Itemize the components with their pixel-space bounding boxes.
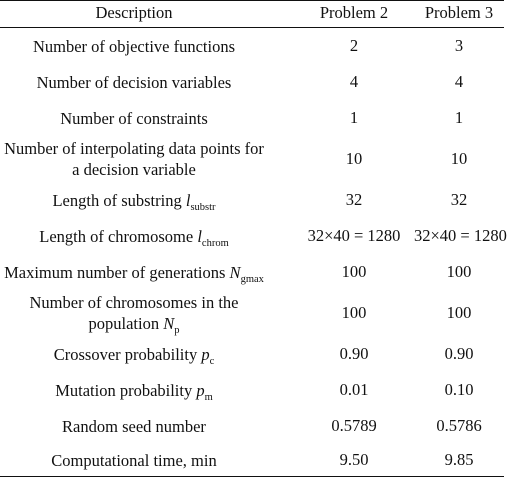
row-description-text: Number of interpolating data points for (4, 139, 264, 158)
row-description (0, 218, 294, 254)
row-description (0, 444, 294, 477)
row-symbol-subscript: substr (190, 201, 216, 213)
row-symbol: p (196, 380, 205, 400)
header-problem-3: Problem 3 (414, 1, 504, 28)
row-description-text: Length of substring (52, 190, 182, 210)
row-description-line (0, 450, 294, 471)
row-value-problem-3: 9.85 (414, 444, 504, 477)
row-value-problem-2: 2 (349, 36, 359, 55)
row-description-text: population (88, 314, 160, 333)
row-description-text: Number of objective functions (32, 36, 236, 56)
row-symbol-subscript: c (209, 355, 215, 367)
row-value-problem-2: 100 (341, 303, 367, 322)
row-value-problem-3: 0.90 (444, 344, 474, 363)
row-symbol: l (185, 190, 191, 210)
table-row (0, 28, 504, 65)
row-description-text: Length of chromosome (39, 226, 194, 246)
table-row (0, 290, 504, 336)
row-symbol: N (163, 314, 175, 333)
row-symbol: p (201, 344, 210, 364)
row-value-problem-2: 0.5789 (331, 416, 377, 435)
table-header-row (0, 1, 504, 28)
row-description-line (0, 416, 294, 437)
row-description-line (0, 108, 294, 129)
row-value-problem-3: 100 (446, 303, 472, 322)
row-description-text: Random seed number (62, 416, 206, 436)
table-row (0, 336, 504, 372)
row-description (0, 64, 294, 100)
table-row (0, 100, 504, 136)
row-value-problem-2: 4 (349, 72, 359, 91)
row-description-text: Computational time, min (51, 450, 217, 470)
header-description: Description (0, 1, 294, 28)
row-description (0, 182, 294, 218)
row-description-line (0, 292, 294, 313)
row-value-problem-3: 0.10 (444, 380, 474, 399)
row-value-problem-2: 1 (349, 108, 359, 127)
row-description-line (0, 159, 294, 180)
row-description (0, 336, 294, 372)
row-description-text: Maximum number of generations (4, 262, 226, 282)
table-row (0, 372, 504, 408)
row-value-problem-2: 32×40 = 1280 (307, 226, 401, 245)
row-symbol-subscript: chrom (201, 237, 229, 249)
row-value-problem-2: 0.01 (339, 380, 369, 399)
table-body (0, 28, 507, 477)
row-value-problem-2: 32 (345, 190, 363, 209)
row-value-problem-2: 100 (341, 262, 367, 281)
row-description (0, 290, 294, 336)
row-description-text: Crossover probability (53, 344, 198, 364)
row-description-text: Number of decision variables (36, 72, 232, 92)
row-description-line (0, 138, 294, 159)
row-value-problem-2: 0.90 (339, 344, 369, 363)
row-value-problem-3: 0.5786 (436, 416, 482, 435)
row-description-line (0, 344, 294, 365)
row-symbol: l (197, 226, 202, 246)
row-description-line (0, 262, 294, 283)
row-value-problem-2: 9.50 (294, 444, 414, 477)
row-value-problem-3: 100 (446, 262, 472, 281)
row-description-line (0, 72, 294, 93)
row-description-line (0, 226, 294, 247)
row-value-problem-3: 10 (450, 149, 468, 168)
row-value-problem-3: 32×40 = 1280 (414, 226, 507, 245)
table-row (0, 136, 504, 182)
row-description-text: Mutation probability (55, 380, 193, 400)
row-description-text: a decision variable (72, 160, 196, 179)
table-row (0, 254, 504, 290)
header-problem-2: Problem 2 (294, 1, 414, 28)
row-description-text: Number of constraints (60, 108, 208, 128)
row-description (0, 254, 294, 290)
row-description-line (0, 190, 294, 211)
row-description-text: Number of chromosomes in the (29, 293, 239, 312)
row-symbol-subscript: gmax (240, 273, 264, 285)
table-row (0, 64, 504, 100)
table-row (0, 444, 504, 477)
row-value-problem-2: 10 (345, 149, 363, 168)
row-description-line (0, 380, 294, 401)
row-description-line (0, 313, 294, 334)
row-value-problem-3: 3 (454, 36, 464, 55)
table-row (0, 182, 504, 218)
row-description (0, 136, 294, 182)
table-row (0, 408, 504, 444)
row-symbol-subscript: m (204, 391, 213, 403)
row-description (0, 100, 294, 136)
row-value-problem-3: 1 (454, 108, 464, 127)
row-symbol-subscript: p (174, 325, 180, 336)
row-description (0, 28, 294, 65)
row-value-problem-3: 32 (450, 190, 468, 209)
row-value-problem-3: 4 (454, 72, 464, 91)
row-description-line (0, 36, 294, 57)
row-description (0, 372, 294, 408)
row-description (0, 408, 294, 444)
table-row (0, 218, 504, 254)
row-symbol: N (229, 262, 241, 282)
